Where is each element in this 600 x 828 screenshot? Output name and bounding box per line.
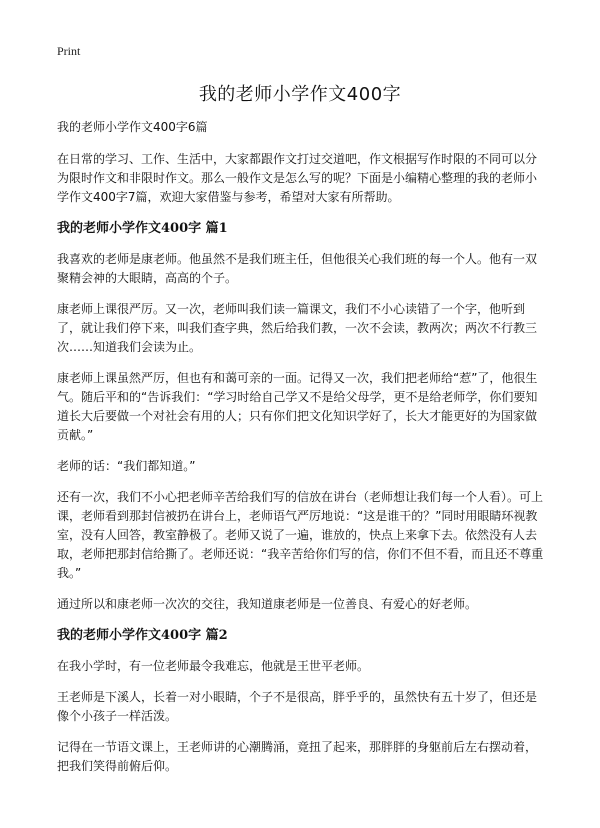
paragraph: 王老师是下溪人，长着一对小眼睛，个子不是很高，胖乎乎的，虽然快有五十岁了，但还是像个小孩子一样活泼。 — [57, 690, 538, 723]
article-body — [57, 118, 547, 788]
paragraph: 康老师上课虽然严厉，但也有和蔼可亲的一面。记得又一次，我们把老师给“惹”了，他很生气。随后平和的“告诉我们：“学习时给自己学又不是给父母学，更不是给老师学，你们要知道长大后要做一个对社会有用的人；只有你们把文化知识学好了，长大才能更好的为国家做贡献。” — [57, 371, 538, 442]
section-heading-1: 我的老师小学作文400字 篇1 — [57, 221, 228, 236]
section-heading-2: 我的老师小学作文400字 篇2 — [57, 628, 228, 643]
paragraph: 我喜欢的老师是康老师。他虽然不是我们班主任，但他很关心我们班的每一个人。他有一双聚精会神的大眼睛，高高的个子。 — [57, 252, 538, 285]
paragraph: 还有一次，我们不小心把老师辛苦给我们写的信放在讲台（老师想让我们每一个人看）。可上课，老师看到那封信被扔在讲台上，老师语气严厉地说：“这是谁干的？”同时用眼睛环视教室，没有人回答，教室静极了。老师又说了一遍，谁放的，快点上来拿下去。依然没有人去取，老师把那封信给撕了。老师还说：“我辛苦给你们写的信，你们不但不看，而且还不尊重我。” — [57, 490, 544, 580]
paragraph: 记得在一节语文课上，王老师讲的心潮腾涌，竟扭了起来，那胖胖的身躯前后左右摆动着，把我们笑得前俯后仰。 — [57, 740, 538, 773]
paragraph: 通过所以和康老师一次次的交往，我知道康老师是一位善良、有爱心的好老师。 — [57, 597, 478, 611]
print-link[interactable]: Print — [57, 44, 81, 58]
paragraph: 老师的话：“我们都知道。” — [57, 459, 196, 473]
paragraph: 在我小学时，有一位老师最令我难忘，他就是王世平老师。 — [57, 659, 370, 673]
page-title: 我的老师小学作文400字 — [198, 84, 402, 105]
intro-paragraph: 在日常的学习、工作、生活中，大家都跟作文打过交道吧，作文根据写作时限的不同可以分为限时作文和非限时作文。那么一般作文是怎么写的呢？下面是小编精心整理的我的老师小学作文400字7篇，欢迎大家借鉴与参考，希望对大家有所帮助。 — [57, 152, 538, 204]
article-subtitle: 我的老师小学作文400字6篇 — [57, 120, 208, 134]
paragraph: 康老师上课很严厉。又一次，老师叫我们读一篇课文，我们不小心读错了一个字，他听到了，就让我们停下来，叫我们查字典，然后给我们教，一次不会读，教两次；两次不行教三次……知道我们会读为止。 — [57, 302, 538, 354]
